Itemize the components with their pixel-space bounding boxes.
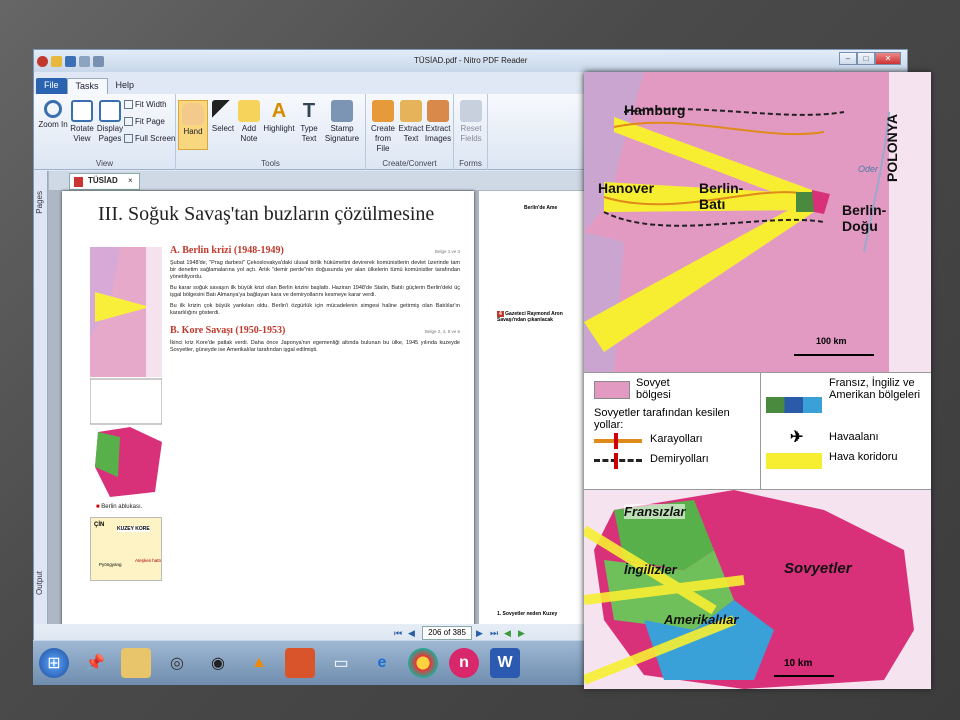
korea-map-thumbnail xyxy=(90,517,162,581)
create-group-label: Create/Convert xyxy=(382,159,437,168)
window-controls xyxy=(839,52,901,65)
stamp-icon xyxy=(331,100,353,122)
label-scale-2: 10 km xyxy=(784,658,813,669)
zoomed-map-card xyxy=(584,72,931,689)
fit-width-icon xyxy=(124,100,133,109)
paragraph-4: İkinci kriz Kore'de patlak verdi. Daha önce Japonya'nın egemenliği altında bulunan bu ülke, 1945 yılında kuzeyde Sovyetler, güneyde ise Amerikalılar tarafından işgal edilmişti. xyxy=(170,340,460,353)
legend-cut-roads-text: Sovyetler tarafından kesilen yollar: xyxy=(594,407,730,431)
tab-tasks[interactable]: Tasks xyxy=(67,78,108,94)
legend-soviet-swatch xyxy=(594,381,630,399)
create-file-label: Create from File xyxy=(370,124,395,153)
minimize-button[interactable]: – xyxy=(839,52,857,65)
zoom-in-button[interactable] xyxy=(38,100,68,130)
section-b-ref: Belge 2, 4, 5 ve 6 xyxy=(424,329,460,334)
clock-app-icon[interactable]: ◎ xyxy=(170,655,184,672)
page-navigation xyxy=(394,626,528,640)
map-legend xyxy=(584,372,931,490)
korea-map-ateskes: Ateşkes hattı xyxy=(135,558,162,563)
next-page-button[interactable]: ▶ xyxy=(476,628,483,638)
legend-road-swatch xyxy=(594,439,642,443)
prev-page-button[interactable]: ◀ xyxy=(408,628,415,638)
extract-images-button[interactable] xyxy=(424,100,452,144)
create-convert-group xyxy=(366,94,454,170)
paragraph-2: Bu karar soğuk savaşın ilk büyük krizi olan Berlin krizini başlattı. Haziran 1948'de Stalin, Batılı güçlerin Berlin'deki üç işgal bölgesini Batı Almanya'ya bağlayan kara ve demiryollarını kesmeye karar verdi. xyxy=(170,285,460,298)
select-label: Select xyxy=(211,124,235,133)
view-group-label: View xyxy=(95,159,114,168)
berlin-map-thumbnail xyxy=(90,247,162,497)
legend-airport-text: Havaalanı xyxy=(829,431,879,443)
note-icon xyxy=(238,100,260,122)
reset-fields-button[interactable] xyxy=(457,100,485,144)
forms-group xyxy=(454,94,488,170)
magnifier-icon xyxy=(44,100,62,118)
close-button[interactable]: ✕ xyxy=(875,52,901,65)
full-screen-icon xyxy=(124,134,133,143)
add-note-label: Add Note xyxy=(240,124,258,143)
airport-icon: ✈ xyxy=(790,429,804,446)
text-column xyxy=(170,245,460,354)
thumb-polonya xyxy=(146,247,162,377)
open-icon[interactable] xyxy=(51,56,62,67)
reset-icon xyxy=(460,100,482,122)
rotate-label: Rotate View xyxy=(70,124,94,143)
nitro-icon[interactable]: n xyxy=(449,648,479,678)
page2-title: Berlin'de Ame xyxy=(524,205,558,211)
hand-icon xyxy=(182,103,204,125)
legend-road-text: Karayolları xyxy=(650,433,703,445)
document-tab-label: TÜSİAD xyxy=(88,176,118,185)
label-scale-1: 100 km xyxy=(816,336,847,346)
document-tab[interactable] xyxy=(69,173,140,190)
page2-gazete xyxy=(497,311,587,323)
extract-images-label: Extract Images xyxy=(424,124,452,143)
caption-text: Berlin ablukası. xyxy=(101,504,143,510)
create-from-file-button[interactable] xyxy=(368,100,398,154)
full-screen-label: Full Screen xyxy=(135,134,176,143)
label-fransizlar: Fransızlar xyxy=(624,504,686,519)
label-hanover: Hanover xyxy=(598,180,655,196)
type-text-icon: T xyxy=(302,100,316,122)
korea-map-cin: ÇİN xyxy=(94,522,105,528)
page-heading: III. Soğuk Savaş'tan buzların çözülmesine xyxy=(98,203,435,225)
extract-text-icon xyxy=(400,100,422,122)
zoom-label: Zoom In xyxy=(38,120,68,129)
legend-corridor-text: Hava koridoru xyxy=(829,451,898,463)
paragraph-3: Bu ilk krizin çok büyük yankıları oldu. Berlin'i özgürlük için mücadelenin simgesi haline getirmiş olan Batılılar'ın kararlılığını gösterdi. xyxy=(170,303,460,316)
korea-map-pyongyang: Pyöngyang xyxy=(99,562,122,567)
label-berlin-bati: Berlin-Batı xyxy=(699,180,744,212)
display-label: Display Pages xyxy=(96,124,124,143)
reset-label: Reset Fields xyxy=(460,124,482,143)
figure-caption xyxy=(96,504,142,510)
caption-marker: ■ xyxy=(96,504,100,510)
legend-rail-cut-mark xyxy=(614,453,618,469)
legend-rail-text: Demiryolları xyxy=(650,453,709,465)
type-text-button[interactable] xyxy=(296,100,322,144)
full-screen-button[interactable] xyxy=(124,134,175,143)
pdf-icon xyxy=(74,177,83,187)
back-icon[interactable]: ◀ xyxy=(504,628,511,638)
legend-western-text: Fransız, İngiliz ve Amerikan bölgeleri xyxy=(829,377,921,401)
hand-button[interactable] xyxy=(178,100,208,150)
display-icon[interactable]: ▭ xyxy=(333,655,349,672)
legend-rail-swatch xyxy=(594,459,642,462)
fit-page-label: Fit Page xyxy=(135,117,165,126)
stamp-signature-button[interactable] xyxy=(322,100,362,144)
legend-western-swatch xyxy=(766,397,822,413)
print-icon[interactable] xyxy=(79,56,90,67)
save-icon[interactable] xyxy=(65,56,76,67)
rotate-icon xyxy=(71,100,93,122)
add-note-button[interactable] xyxy=(236,100,262,144)
powerpoint-icon[interactable] xyxy=(285,648,315,678)
window-title: TÜSİAD.pdf - Nitro PDF Reader xyxy=(414,56,528,65)
pages-icon xyxy=(99,100,121,122)
legend-road-cut-mark xyxy=(614,433,618,449)
pdf-page xyxy=(62,191,474,631)
legend-soviet-text: Sovyet bölgesi xyxy=(636,377,671,401)
section-a-title: A. Berlin krizi (1948-1949) xyxy=(170,245,284,256)
page-number-input[interactable]: 206 of 385 xyxy=(422,626,472,640)
fit-width-button[interactable] xyxy=(124,100,167,109)
highlight-label: Highlight xyxy=(263,124,295,133)
extract-text-button[interactable] xyxy=(398,100,424,144)
explorer-icon[interactable] xyxy=(121,648,151,678)
tab-help[interactable]: Help xyxy=(115,80,135,90)
display-pages-button[interactable] xyxy=(96,100,124,144)
output-panel-tab[interactable]: Output xyxy=(35,571,44,596)
label-ingilizler: İngilizler xyxy=(624,562,677,577)
sync-app-icon[interactable]: ◉ xyxy=(211,655,225,672)
berlin-sector-map xyxy=(584,490,931,689)
label-amerikalilar: Amerikalılar xyxy=(664,612,739,627)
forward-icon[interactable]: ▶ xyxy=(518,628,525,638)
fit-page-icon xyxy=(124,117,133,126)
fit-page-button[interactable] xyxy=(124,117,165,126)
extract-text-label: Extract Text xyxy=(398,124,424,143)
taskbar xyxy=(33,640,593,685)
label-hamburg: Hamburg xyxy=(624,102,686,118)
thumb-legend xyxy=(90,379,162,424)
page2-gazete-text: Gazeteci Raymond Aron Savaşı'ndan çıkarılacak xyxy=(497,311,563,323)
korea-map-north: KUZEY KORE xyxy=(117,526,150,532)
highlight-icon: A xyxy=(271,100,287,122)
close-tab-icon[interactable]: × xyxy=(128,176,133,185)
pages-panel-tab[interactable]: Pages xyxy=(35,191,44,214)
cursor-icon xyxy=(212,100,234,122)
word-icon[interactable]: W xyxy=(490,648,520,678)
label-polonya: POLONYA xyxy=(884,114,900,182)
maximize-button[interactable]: □ xyxy=(857,52,875,65)
label-sovyetler: Sovyetler xyxy=(784,560,852,577)
view-group xyxy=(34,94,176,170)
tools-group xyxy=(176,94,366,170)
app-logo-icon[interactable] xyxy=(37,56,48,67)
legend-divider xyxy=(760,373,761,491)
legend-corridor-swatch xyxy=(766,453,822,469)
create-file-icon xyxy=(372,100,394,122)
select-button[interactable] xyxy=(210,100,236,134)
highlight-button[interactable] xyxy=(262,100,296,134)
type-text-label: Type Text xyxy=(300,124,318,143)
section-b-title: B. Kore Savaşı (1950-1953) xyxy=(170,325,286,336)
chrome-icon[interactable] xyxy=(408,648,438,678)
start-button[interactable]: ⊞ xyxy=(39,648,69,678)
side-panel xyxy=(34,171,48,626)
pin-app-icon[interactable]: 📌 xyxy=(85,655,105,672)
forms-group-label: Forms xyxy=(459,159,482,168)
page2-badge: 4 xyxy=(499,311,502,317)
rotate-view-button[interactable] xyxy=(68,100,96,144)
paragraph-1: Şubat 1948'de, "Prag darbesi" Çekoslovakya'daki ulusal birlik hükümetini devirerek komünistlerin devlet üzerinde tam bir denetim sağlamalarına yol açtı. Artık "demir perde"nin doğusunda yer alan ülkelerin tümü komünistler tarafından yönetiliyordu. xyxy=(170,260,460,280)
hand-label: Hand xyxy=(183,127,203,136)
last-page-button[interactable]: ⏭ xyxy=(490,628,499,638)
first-page-button[interactable]: ⏮ xyxy=(394,628,403,638)
internet-explorer-icon[interactable]: e xyxy=(377,654,387,671)
page2-footer: 1. Sovyetler neden Kuzey xyxy=(497,611,558,617)
fit-width-label: Fit Width xyxy=(135,100,167,109)
label-berlin-dogu: Berlin-Doğu xyxy=(842,202,887,234)
vlc-icon[interactable]: ▲ xyxy=(251,654,267,671)
undo-icon[interactable] xyxy=(93,56,104,67)
tab-file[interactable]: File xyxy=(36,78,67,94)
section-a-ref: Belge 1 ve 3 xyxy=(434,249,460,254)
tools-group-label: Tools xyxy=(261,159,280,168)
label-oder: Oder xyxy=(858,164,879,174)
stamp-label: Stamp Signature xyxy=(324,124,360,143)
extract-images-icon xyxy=(427,100,449,122)
